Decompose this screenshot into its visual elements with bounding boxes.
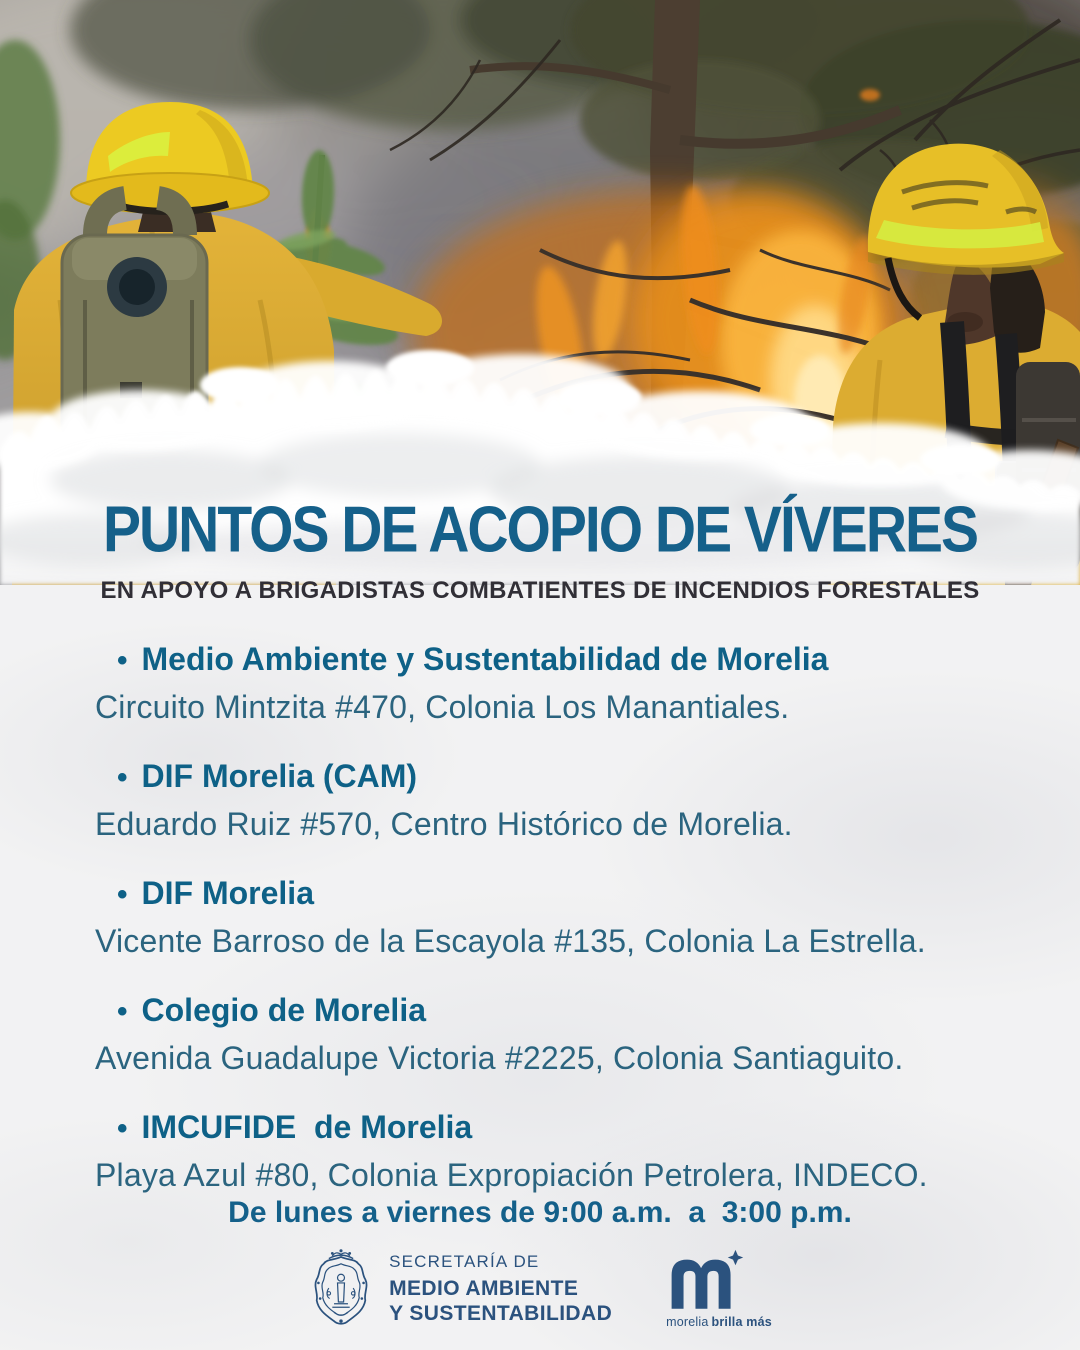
bullet-icon: • [117, 644, 128, 677]
secretaria-line1: SECRETARÍA DE [389, 1252, 540, 1271]
list-item [95, 641, 1055, 725]
morelia-coat-of-arms [308, 1248, 374, 1330]
collection-points-list [95, 641, 1055, 1226]
sparkle-icon [728, 1250, 743, 1265]
location-name: Medio Ambiente y Sustentabilidad de Morelia [141, 641, 829, 677]
list-item [95, 1109, 1055, 1193]
page-subtitle: EN APOYO A BRIGADISTAS COMBATIENTES DE INCENDIOS FORESTALES [100, 577, 980, 604]
bullet-icon: • [117, 1112, 128, 1145]
morelia-brand-logo [666, 1249, 772, 1329]
location-name: IMCUFIDE de Morelia [141, 1109, 473, 1145]
tagline-regular: morelia [666, 1315, 709, 1329]
location-address: Eduardo Ruiz #570, Centro Histórico de Morelia. [95, 806, 793, 842]
secretaria-logo [308, 1248, 612, 1330]
location-address: Circuito Mintzita #470, Colonia Los Manantiales. [95, 689, 790, 725]
footer-logos [0, 1248, 1080, 1330]
location-address: Vicente Barroso de la Escayola #135, Colonia La Estrella. [95, 923, 926, 959]
location-address: Avenida Guadalupe Victoria #2225, Colonia Santiaguito. [95, 1040, 904, 1076]
brand-tagline [666, 1315, 772, 1329]
location-address: Playa Azul #80, Colonia Expropiación Petrolera, INDECO. [95, 1157, 928, 1193]
bullet-icon: • [117, 995, 128, 1028]
morelia-m-logo [666, 1249, 746, 1311]
list-item [95, 758, 1055, 842]
schedule-text: De lunes a viernes de 9:00 a.m. a 3:00 p.m. [228, 1196, 852, 1229]
secretaria-line2: MEDIO AMBIENTE [389, 1277, 579, 1300]
location-name: Colegio de Morelia [141, 992, 426, 1028]
bullet-icon: • [117, 878, 128, 911]
m-letter [672, 1260, 731, 1309]
tagline-bold: brilla más [711, 1315, 772, 1329]
secretaria-text [389, 1252, 612, 1326]
location-name: DIF Morelia [141, 875, 314, 911]
page-title: PUNTOS DE ACOPIO DE VÍVERES [102, 493, 978, 567]
secretaria-line3: Y SUSTENTABILIDAD [389, 1302, 613, 1325]
bullet-icon: • [117, 761, 128, 794]
location-name: DIF Morelia (CAM) [141, 758, 418, 794]
list-item [95, 992, 1055, 1076]
list-item [95, 875, 1055, 959]
